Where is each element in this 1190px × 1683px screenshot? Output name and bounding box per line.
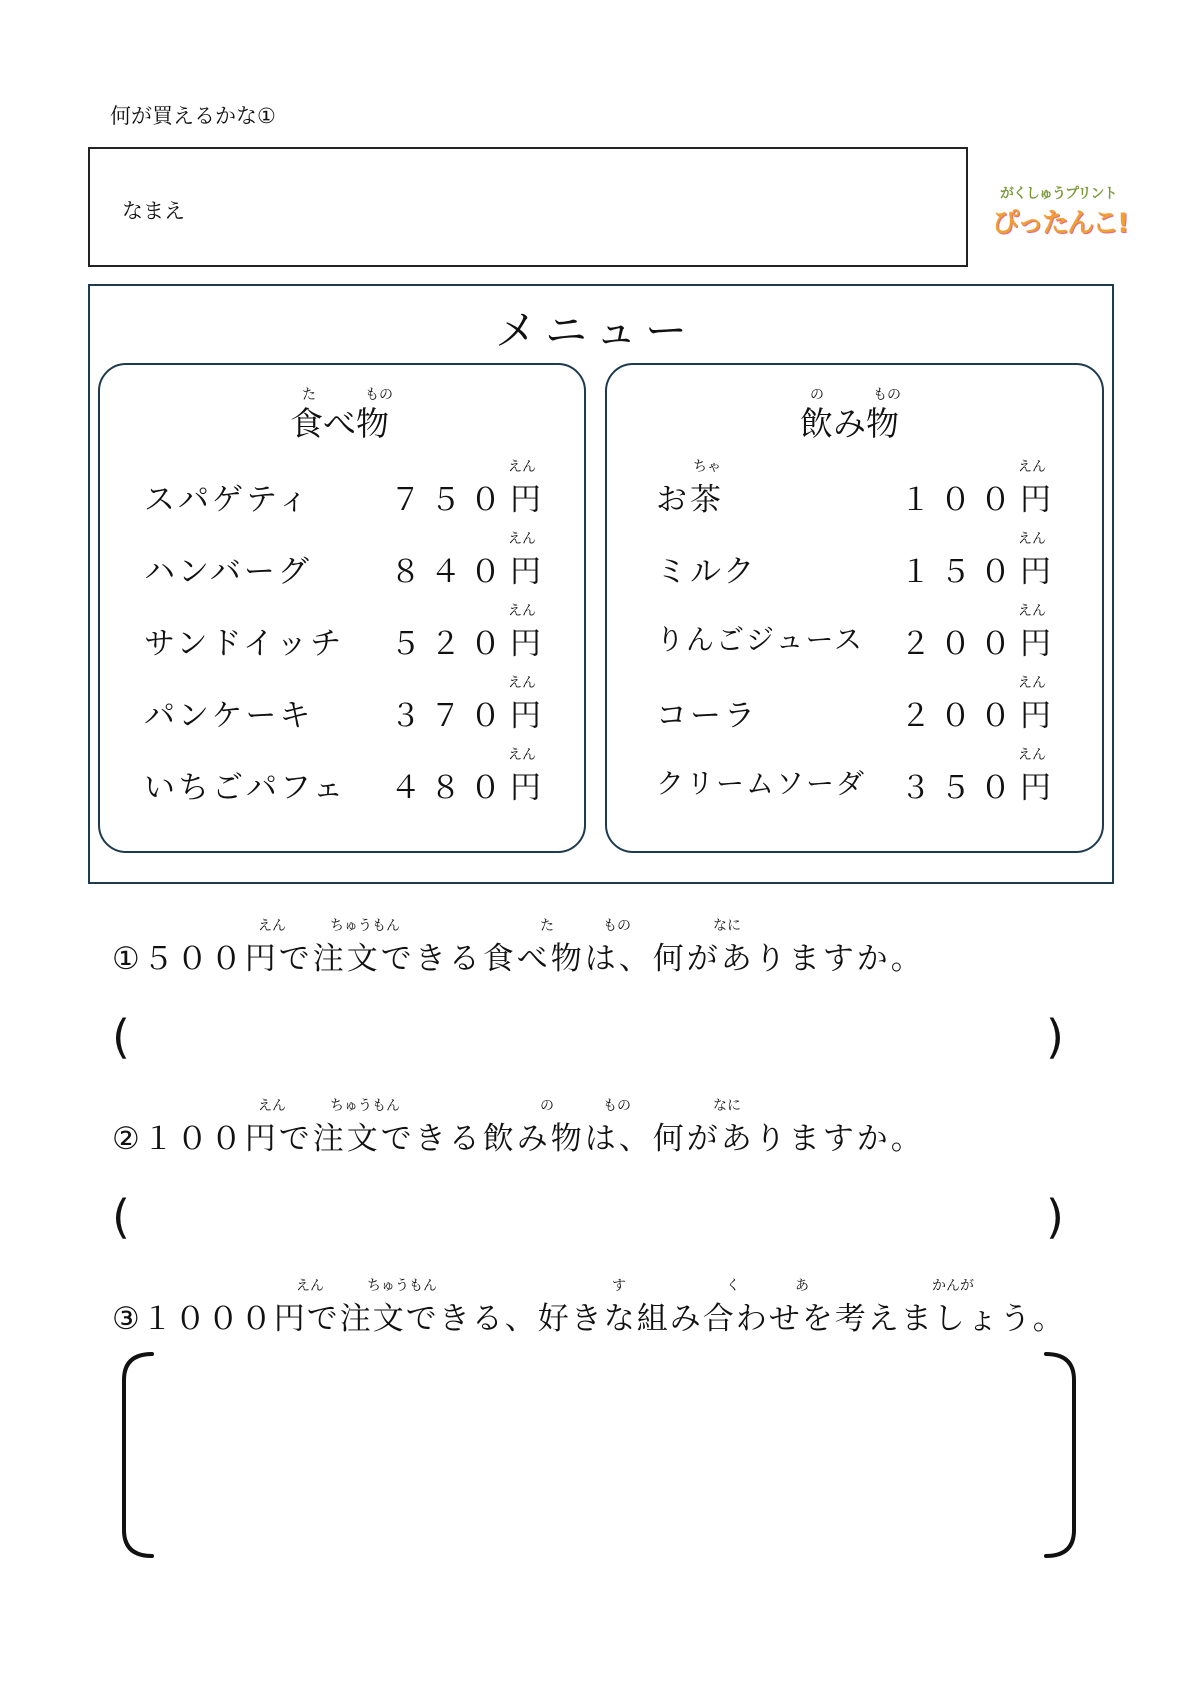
price-ruby: えん — [1018, 747, 1046, 763]
drink-item-price: １５０円 — [900, 554, 1060, 590]
question-ruby: なに — [713, 918, 741, 934]
close-bracket: ) — [1046, 1190, 1064, 1244]
publisher-logo — [992, 183, 1132, 243]
question-ruby: もの — [603, 1098, 631, 1114]
drink-item-price: ２００円 — [900, 626, 1060, 662]
menu-title: メニュー — [494, 306, 695, 355]
price-ruby: えん — [508, 747, 536, 763]
food-heading-ruby: もの — [365, 387, 393, 403]
food-item-name: パンケーキ — [144, 698, 314, 734]
food-item-price: ７５０円 — [390, 482, 550, 518]
food-item-price: ８４０円 — [390, 554, 550, 590]
drinks-heading-ruby: もの — [873, 387, 901, 403]
question-ruby: えん — [258, 918, 286, 934]
drink-item-name: りんごジュース — [656, 623, 865, 656]
question-ruby: ちゅうもん — [330, 918, 400, 934]
question-ruby: えん — [296, 1278, 324, 1294]
question-ruby: あ — [795, 1278, 809, 1294]
open-bracket: ( — [112, 1010, 130, 1064]
worksheet-title: 何が買えるかな① — [110, 104, 276, 128]
question-1: ①５００円で注文できる食べ物は、何がありますか。 — [112, 941, 925, 977]
food-item-price: ５２０円 — [390, 626, 550, 662]
name-field[interactable] — [88, 147, 968, 267]
question-ruby: えん — [258, 1098, 286, 1114]
open-bracket: ( — [112, 1190, 130, 1244]
drinks-heading: 飲み物 — [800, 404, 899, 443]
question-ruby: もの — [603, 918, 631, 934]
price-ruby: えん — [1018, 603, 1046, 619]
item-ruby: ちゃ — [693, 459, 721, 475]
large-bracket-frame — [112, 1350, 1082, 1560]
question-ruby: く — [726, 1278, 740, 1294]
question-3: ③１０００円で注文できる、好きな組み合わせを考えましょう。 — [112, 1301, 1066, 1337]
food-item-name: いちごパフェ — [144, 770, 347, 806]
question-ruby: ちゅうもん — [330, 1098, 400, 1114]
question-2: ②１００円で注文できる飲み物は、何がありますか。 — [112, 1121, 925, 1157]
price-ruby: えん — [508, 603, 536, 619]
name-label: なまえ — [122, 199, 185, 223]
answer-field-2[interactable] — [112, 1190, 1064, 1256]
logo-text: ぴったんこ! — [992, 208, 1128, 239]
price-ruby: えん — [1018, 531, 1046, 547]
drink-item-name: ミルク — [656, 554, 758, 590]
price-ruby: えん — [508, 459, 536, 475]
drink-item-price: ３５０円 — [900, 770, 1060, 806]
price-ruby: えん — [508, 675, 536, 691]
food-item-name: サンドイッチ — [144, 626, 345, 662]
question-ruby: かんが — [932, 1278, 974, 1294]
drink-item-price: １００円 — [900, 482, 1060, 518]
food-item-price: ３７０円 — [390, 698, 550, 734]
question-ruby: す — [612, 1278, 626, 1294]
food-heading: 食べ物 — [290, 404, 389, 443]
food-item-price: ４８０円 — [390, 770, 550, 806]
question-ruby: なに — [713, 1098, 741, 1114]
drink-item-name: クリームソーダ — [656, 767, 867, 800]
food-item-name: スパゲティ — [144, 482, 312, 518]
close-bracket: ) — [1046, 1010, 1064, 1064]
question-ruby: の — [540, 1098, 554, 1114]
question-ruby: た — [540, 918, 554, 934]
price-ruby: えん — [1018, 675, 1046, 691]
drink-item-name: お茶 — [656, 482, 724, 518]
answer-field-1[interactable] — [112, 1010, 1064, 1076]
question-ruby: ちゅうもん — [367, 1278, 437, 1294]
price-ruby: えん — [1018, 459, 1046, 475]
drink-item-price: ２００円 — [900, 698, 1060, 734]
answer-field-3[interactable] — [112, 1350, 1082, 1560]
food-item-name: ハンバーグ — [144, 554, 312, 590]
logo-subtitle: がくしゅうプリント — [1000, 186, 1117, 202]
food-heading-ruby: た — [302, 387, 316, 403]
drink-item-name: コーラ — [656, 698, 758, 734]
price-ruby: えん — [508, 531, 536, 547]
drinks-heading-ruby: の — [810, 387, 824, 403]
